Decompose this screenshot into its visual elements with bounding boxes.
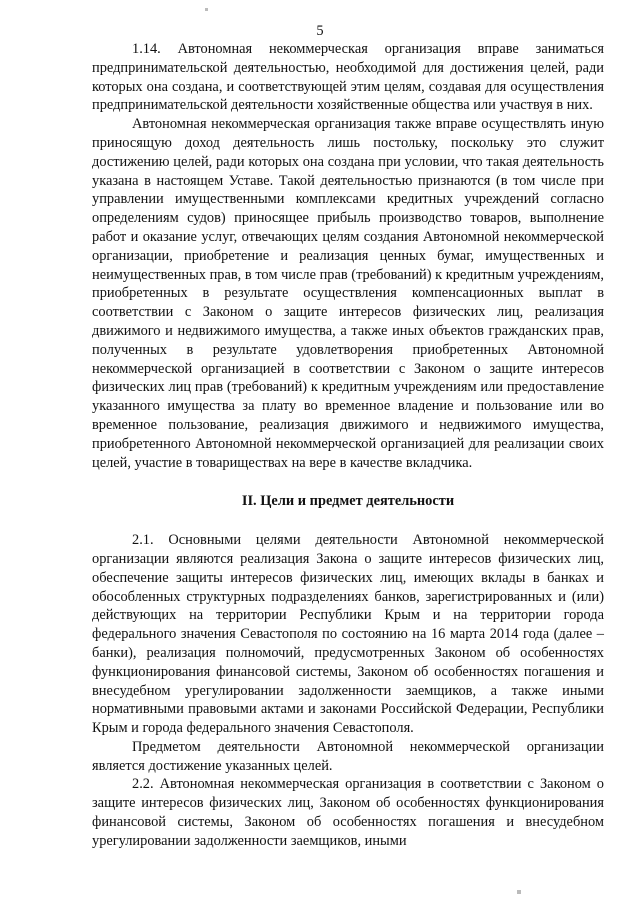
paragraph-2-1: 2.1. Основными целями деятельности Автономной некоммерческой организации являются реализация Закона о защите интересов физических лиц, обеспечение защиты интересов физических лиц, имеющих вклады в банках и обособленных структурных подразделениях банков, зарегистрированных и (или) действующих на территории Республики Крым и на территории города федерального значения Севастополя по состоянию на 16 марта 2014 года (далее – банки), реализация полномочий, предусмотренных Законом об особенностях функционирования финансовой системы, Законом об особенностях погашения и внесудебном урегулировании задолженности заемщиков, а также иными нормативными правовыми актами и законами Российской Федерации, Республики Крым и города федерального значения Севастополя. [92, 532, 604, 737]
paragraph-income-activity: Автономная некоммерческая организация также вправе осуществлять иную приносящую доход деятельность лишь постольку, поскольку это служит достижению целей, ради которых она создана при условии, что такая деятельность указана в настоящем Уставе. Такой деятельностью признаются (в том числе при управлении имущественными комплексами кредитных учреждений согласно определениям судов) приносящее прибыль производство товаров, выполнение работ и оказание услуг, отвечающих целям создания Автономной некоммерческой организации, приобретение и реализация ценных бумаг, имущественных и неимущественных прав, в том числе прав (требований) к кредитным учреждениям, приобретенных в результате осуществления компенсационных выплат в соответствии с Законом о защите интересов физических лиц, реализация движимого и недвижимого имущества, а также иных объектов гражданских прав, полученных в результате удовлетворения приобретенных Автономной некоммерческой организацией в соответствии с Законом о защите интересов физических лиц прав (требований) к кредитным учреждениям или предоставление указанного имущества за плату во временное владение и пользование или во временное пользование, реализация движимого и недвижимого имущества, приобретенного Автономной некоммерческой организацией для реализации своих целей, участие в товариществах на вере в качестве вкладчика. [92, 116, 604, 471]
scan-mark [517, 890, 521, 894]
page-number: 5 [316, 23, 324, 39]
paragraph-subject: Предметом деятельности Автономной некоммерческой организации является достижение указанных целей. [92, 738, 604, 774]
scan-mark [205, 8, 208, 11]
paragraph-1-14: 1.14. Автономная некоммерческая организация вправе заниматься предпринимательской деятельностью, необходимой для достижения целей, ради которых она создана, и соответствующей этим целям, создавая для осуществления предпринимательской деятельности хозяйственные общества или участвуя в них. [92, 41, 604, 114]
paragraph-2-2: 2.2. Автономная некоммерческая организация в соответствии с Законом о защите интересов физических лиц, Законом об особенностях функционирования финансовой системы, Законом об особенностях погашения и внесудебном урегулировании задолженности заемщиков, иными [92, 776, 604, 849]
document-body [92, 40, 604, 851]
section-heading: II. Цели и предмет деятельности [241, 493, 455, 510]
